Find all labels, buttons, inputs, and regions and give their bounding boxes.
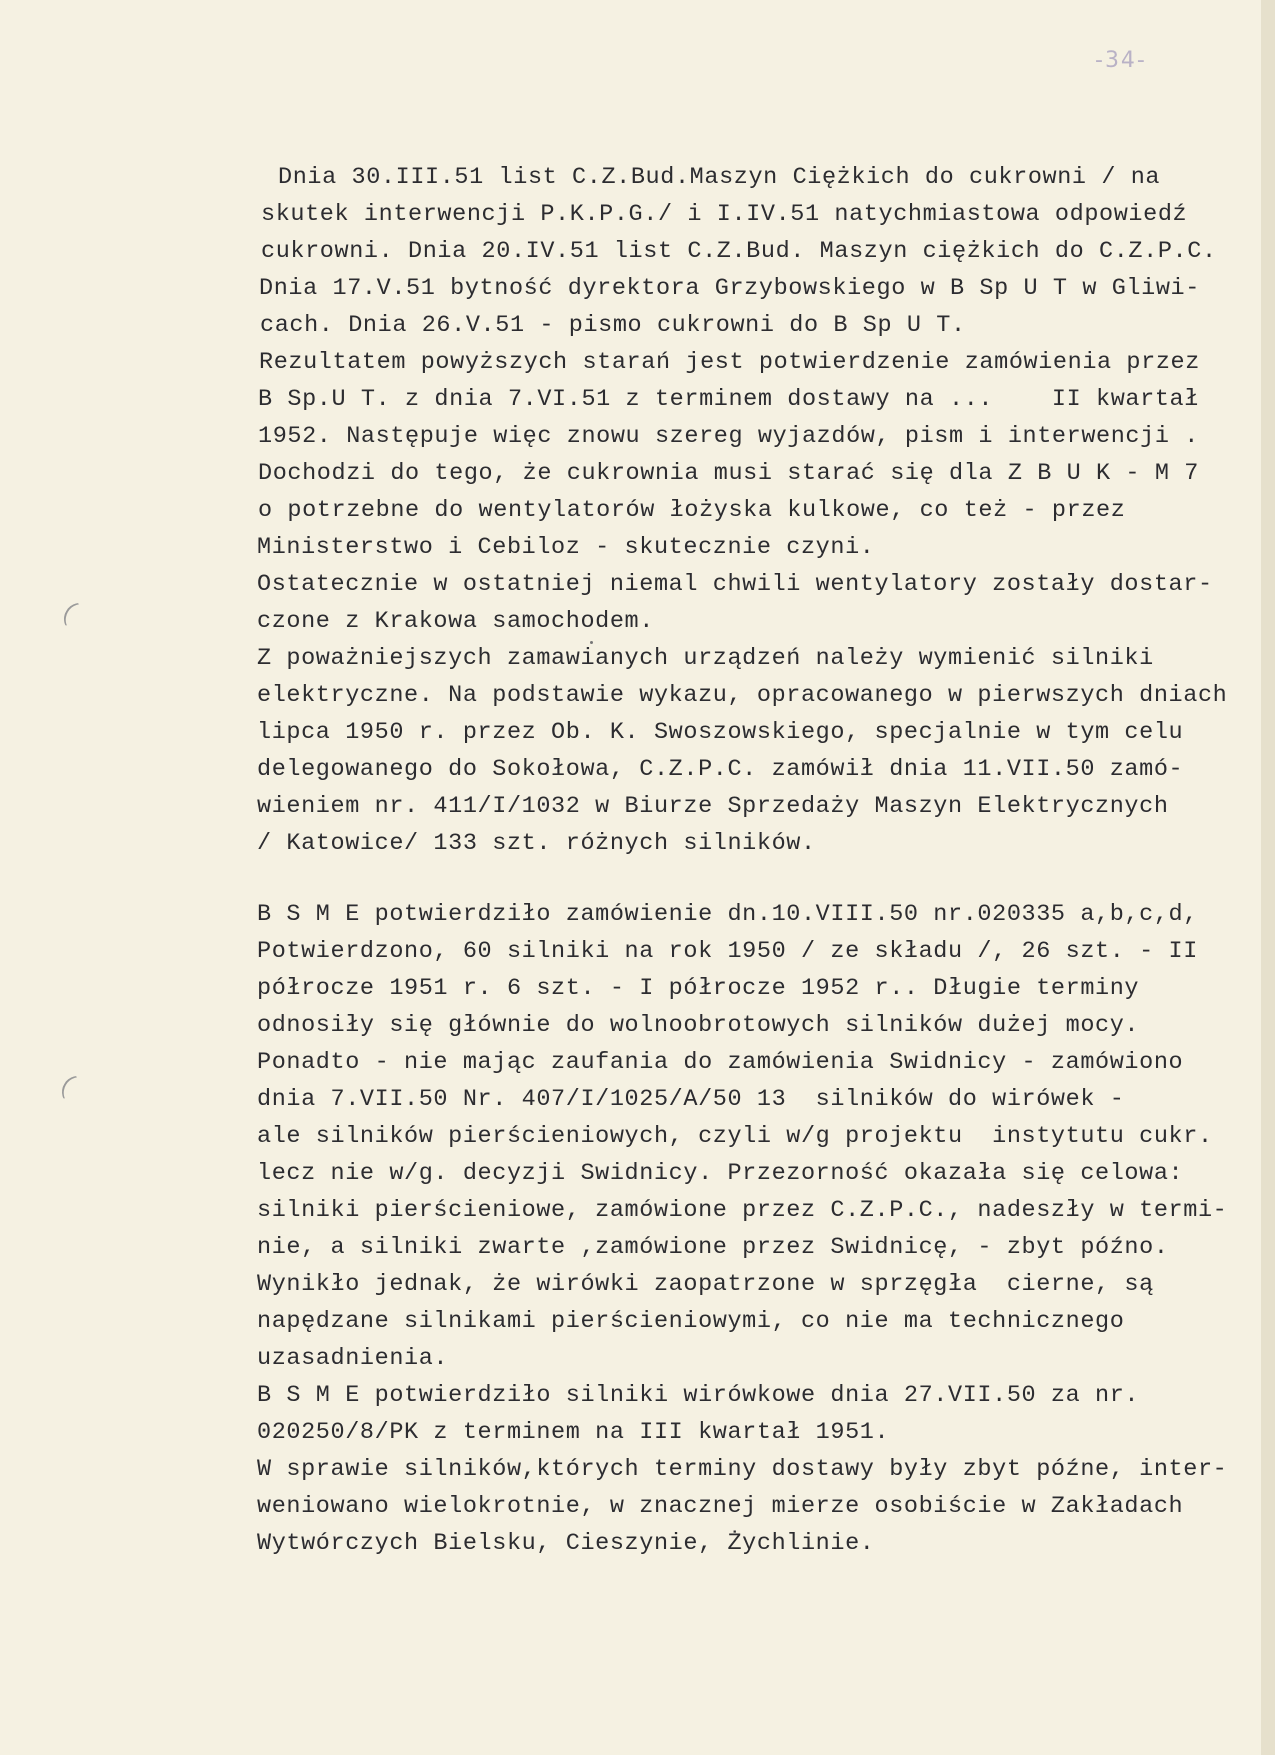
text-line: napędzane silnikami pierścieniowymi, co nie ma technicznego [257, 1308, 1125, 1335]
text-line: czone z Krakowa samochodem. [257, 608, 654, 635]
text-line: Dochodzi do tego, że cukrownia musi starać się dla Z B U K - M 7 [258, 460, 1199, 487]
text-line: skutek interwencji P.K.P.G./ i I.IV.51 natychmiastowa odpowiedź [261, 201, 1188, 228]
text-line: B S M E potwierdziło zamówienie dn.10.VIII.50 nr.020335 a,b,c,d, [257, 901, 1198, 928]
text-line: weniowano wielokrotnie, w znacznej mierze osobiście w Zakładach [257, 1493, 1184, 1520]
text-line: cach. Dnia 26.V.51 - pismo cukrowni do B Sp U T. [260, 312, 966, 339]
text-line: wieniem nr. 411/I/1032 w Biurze Sprzedaży Maszyn Elektrycznych [257, 793, 1169, 820]
text-line: B S M E potwierdziło silniki wirówkowe dnia 27.VII.50 za nr. [257, 1382, 1140, 1409]
text-line: lecz nie w/g. decyzji Swidnicy. Przezorność okazała się celowa: [257, 1160, 1184, 1187]
text-line: 1952. Następuje więc znowu szereg wyjazdów, pism i interwencji . [258, 423, 1199, 450]
text-line: Z poważniejszych zamawianych urządzeń należy wymienić silniki [257, 645, 1154, 672]
text-line: lipca 1950 r. przez Ob. K. Swoszowskiego, specjalnie w tym celu [257, 719, 1184, 746]
text-line: Dnia 17.V.51 bytność dyrektora Grzybowskiego w B Sp U T w Gliwi- [259, 275, 1200, 302]
text-line: 020250/8/PK z terminem na III kwartał 1951. [257, 1419, 890, 1446]
punch-hole-mark [56, 1070, 100, 1114]
text-line: / Katowice/ 133 szt. różnych silników. [257, 830, 816, 857]
punch-hole-mark [58, 597, 102, 641]
text-line: odnosiły się głównie do wolnoobrotowych silników dużej mocy. [257, 1012, 1140, 1039]
text-line: Wynikło jednak, że wirówki zaopatrzone w sprzęgła cierne, są [257, 1271, 1154, 1298]
text-line: o potrzebne do wentylatorów łożyska kulkowe, co też - przez [258, 497, 1126, 524]
text-line: dnia 7.VII.50 Nr. 407/I/1025/A/50 13 silników do wirówek - [257, 1086, 1125, 1113]
page-edge-shadow [1261, 0, 1275, 1755]
text-line: cukrowni. Dnia 20.IV.51 list C.Z.Bud. Maszyn ciężkich do C.Z.P.C. [261, 238, 1217, 265]
text-line: silniki pierścieniowe, zamówione przez C.Z.P.C., nadeszły w termi- [257, 1197, 1228, 1224]
text-line: nie, a silniki zwarte ,zamówione przez Swidnicę, - zbyt późno. [257, 1234, 1169, 1261]
text-line: Ministerstwo i Cebiloz - skutecznie czyni. [257, 534, 875, 561]
text-line: delegowanego do Sokołowa, C.Z.P.C. zamówił dnia 11.VII.50 zamó- [257, 756, 1184, 783]
text-line: Dnia 30.III.51 list C.Z.Bud.Maszyn Ciężkich do cukrowni / na [278, 164, 1161, 191]
text-line: uzasadnienia. [257, 1345, 449, 1372]
text-line: ale silników pierścieniowych, czyli w/g projektu instytutu cukr. [257, 1123, 1213, 1150]
text-line: Potwierdzono, 60 silniki na rok 1950 / ze składu /, 26 szt. - II [257, 938, 1198, 965]
text-line: elektryczne. Na podstawie wykazu, opracowanego w pierwszych dniach [257, 682, 1228, 709]
text-line: Rezultatem powyższych starań jest potwierdzenie zamówienia przez [259, 349, 1200, 376]
text-line: W sprawie silników,których terminy dostawy były zbyt późne, inter- [257, 1456, 1228, 1483]
text-line: Ostatecznie w ostatniej niemal chwili wentylatory zostały dostar- [257, 571, 1213, 598]
text-line: B Sp.U T. z dnia 7.VI.51 z terminem dostawy na ... II kwartał [258, 386, 1199, 413]
text-line: Wytwórczych Bielsku, Cieszynie, Żychlinie. [257, 1530, 875, 1557]
page-number: -34- [1095, 48, 1147, 73]
text-line: Ponadto - nie mając zaufania do zamówienia Swidnicy - zamówiono [257, 1049, 1184, 1076]
text-line: półrocze 1951 r. 6 szt. - I półrocze 1952 r.. Długie terminy [257, 975, 1140, 1002]
